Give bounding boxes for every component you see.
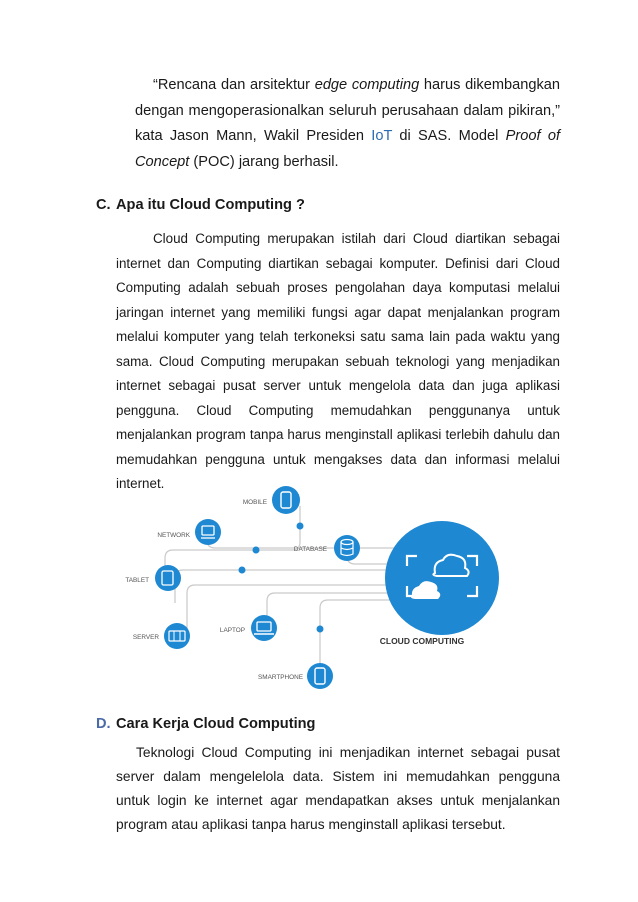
- tablet-node: [125, 565, 181, 591]
- quote-emphasis-edge-computing: edge computing: [314, 77, 420, 93]
- section-c-letter: C.: [96, 197, 111, 213]
- cloud-computing-node: [380, 521, 499, 646]
- network-node: [157, 519, 221, 545]
- network-label: NETWORK: [157, 532, 190, 539]
- junction-dots: [239, 523, 324, 633]
- section-d-body: Teknologi Cloud Computing ini menjadikan internet sebagai pusat server dalam mengelelola data. Sistem ini memudahkan pengguna untuk login ke internet agar mendapatkan akses untuk menjalankan program atau aplikasi tanpa harus menginstall aplikasi tersebut.: [116, 745, 560, 832]
- section-d-heading: [96, 716, 315, 732]
- cloud-computing-label: CLOUD COMPUTING: [379, 636, 465, 646]
- section-d-title: Cara Kerja Cloud Computing: [116, 716, 316, 732]
- mobile-circle: [272, 486, 300, 514]
- quote-emphasis-poc: Proof of Concept: [135, 128, 561, 170]
- section-c-body: Cloud Computing merupakan istilah dari Cloud diartikan sebagai internet dan Computing diartikan sebagai komputer. Definisi dari Cloud Computing adalah sebuah proses pengolahan daya komputasi melalui jaringan internet yang memiliki fungsi agar dapat menjalankan program melalui komputer yang telah terkoneksi satu sama lain pada waktu yang sama. Cloud Computing merupakan sebuah teknologi yang menjadikan internet sebagai pusat server untuk mengelola data dan juga aplikasi pengguna. Cloud Computing memudahkan penggunanya untuk menjalankan program tanpa harus menginstall aplikasi terlebih dahulu dan memudahkan pengguna untuk mengakses data dan informasi melalui internet.: [116, 231, 560, 491]
- section-c-heading: [96, 197, 305, 213]
- mobile-label: MOBILE: [242, 499, 267, 506]
- database-label: DATABASE: [293, 546, 327, 553]
- section-d-letter: D.: [96, 716, 111, 732]
- quote-text: harus dikembangkan dengan mengoperasionalkan seluruh perusahaan dalam pikiran,” kata Jason Mann, Wakil Presiden: [135, 77, 560, 144]
- section-c-title: Apa itu Cloud Computing ?: [116, 197, 305, 213]
- cloud-computing-diagram: [117, 478, 537, 698]
- laptop-label: LAPTOP: [219, 627, 245, 634]
- laptop-node: [220, 615, 277, 641]
- cloud-big-circle: [385, 521, 499, 635]
- laptop-circle: [251, 615, 277, 641]
- server-label: SERVER: [132, 634, 159, 641]
- tablet-label: TABLET: [125, 577, 149, 584]
- database-node: [294, 535, 360, 561]
- junction-dot: [297, 523, 304, 530]
- server-node: [133, 623, 190, 649]
- smartphone-node: [258, 663, 333, 689]
- junction-dot: [253, 547, 260, 554]
- quote-paragraph: [135, 73, 560, 175]
- server-circle: [164, 623, 190, 649]
- network-circle: [195, 519, 221, 545]
- smartphone-circle: [307, 663, 333, 689]
- quote-text: (POC) jarang berhasil.: [189, 153, 339, 170]
- quote-text: di SAS. Model: [392, 128, 506, 144]
- mobile-node: [243, 486, 300, 514]
- junction-dot: [239, 567, 246, 574]
- junction-dot: [317, 626, 324, 633]
- tablet-circle: [155, 565, 181, 591]
- iot-term: IoT: [371, 128, 393, 144]
- smartphone-label: SMARTPHONE: [258, 674, 303, 681]
- quote-block: [135, 73, 560, 175]
- quote-text: “Rencana dan arsitektur: [153, 77, 315, 93]
